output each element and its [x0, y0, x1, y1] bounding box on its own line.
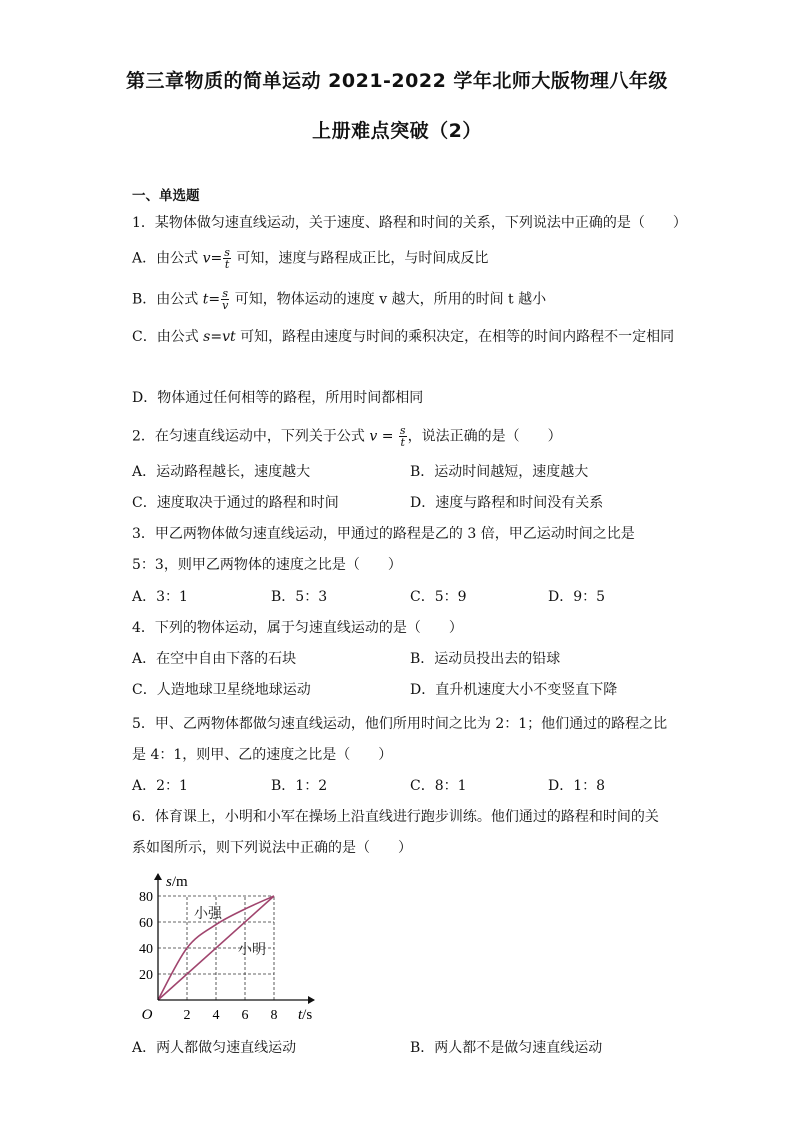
q5-stem-line2: 是 4：1，则甲、乙的速度之比是（ ） — [132, 747, 393, 763]
q6-option-b: B．两人都不是做匀速直线运动 — [410, 1040, 603, 1056]
y-axis-label: s/m — [166, 874, 188, 890]
q1-b-fraction: $\frac{s}{v}$ — [222, 287, 229, 312]
q2-fraction: $\frac{s}{t}$ — [399, 424, 406, 449]
q2-option-d: D．速度与路程和时间没有关系 — [410, 495, 604, 511]
q1-stem: 1．某物体做匀速直线运动，关于速度、路程和时间的关系，下列说法中正确的是（ ） — [132, 215, 687, 231]
q2-stem: 2．在匀速直线运动中，下列关于公式 v = $\frac{s}{t}$ ，说法正确的是（ ） — [132, 424, 562, 449]
q5-stem-line1: 5．甲、乙两物体都做匀速直线运动，他们所用时间之比为 2：1；他们通过的路程之比 — [132, 716, 668, 732]
x-tick-label: 4 — [212, 1008, 220, 1023]
q3-stem-line1: 3．甲乙两物体做匀速直线运动，甲通过的路程是乙的 3 倍，甲乙运动时间之比是 — [132, 526, 635, 542]
y-tick-label: 20 — [139, 968, 153, 983]
q3-option-c: C．5：9 — [410, 589, 467, 605]
x-tick-label: 2 — [183, 1008, 191, 1023]
section-heading: 一、单选题 — [132, 188, 200, 204]
x-axis-label: t/s — [298, 1007, 313, 1023]
q4-option-c: C．人造地球卫星绕地球运动 — [132, 682, 311, 698]
q4-option-a: A．在空中自由下落的石块 — [132, 651, 297, 667]
y-tick-label: 60 — [139, 916, 153, 931]
y-tick-label: 80 — [139, 890, 153, 905]
q5-option-c: C．8：1 — [410, 778, 467, 794]
q2-option-c: C．速度取决于通过的路程和时间 — [132, 495, 339, 511]
q2-option-b: B．运动时间越短，速度越大 — [410, 464, 589, 480]
q1-option-a: A．由公式 v= $\frac{s}{t}$ 可知，速度与路程成正比，与时间成反比 — [132, 246, 489, 271]
page-title-line1: 第三章物质的简单运动 2021-2022 学年北师大版物理八年级 — [126, 70, 668, 92]
q6-stem-line1: 6．体育课上，小明和小军在操场上沿直线进行跑步训练。他们通过的路程和时间的关 — [132, 809, 659, 825]
q3-stem-line2: 5：3，则甲乙两物体的速度之比是（ ） — [132, 557, 402, 573]
x-tick-label: 6 — [241, 1008, 249, 1023]
y-tick-label: 40 — [139, 942, 153, 957]
q4-stem: 4．下列的物体运动，属于匀速直线运动的是（ ） — [132, 620, 463, 636]
q6-option-a: A．两人都做匀速直线运动 — [132, 1040, 297, 1056]
q4-option-b: B．运动员投出去的铅球 — [410, 651, 561, 667]
distance-time-chart — [128, 866, 328, 1030]
q4-option-d: D．直升机速度大小不变竖直下降 — [410, 682, 618, 698]
x-tick-label: 8 — [270, 1008, 278, 1023]
q3-option-a: A．3：1 — [132, 589, 188, 605]
q1-option-d: D．物体通过任何相等的路程，所用时间都相同 — [132, 390, 424, 406]
series-label-xiaoqiang: 小强 — [194, 907, 222, 922]
q3-option-d: D．9：5 — [548, 589, 606, 605]
q5-option-b: B．1：2 — [271, 778, 328, 794]
q6-stem-line2: 系如图所示，则下列说法中正确的是（ ） — [132, 840, 412, 856]
q1-option-c: C．由公式 s=vt 可知，路程由速度与时间的乘积决定，在相等的时间内路程不一定相同 — [132, 329, 675, 345]
origin-label: O — [141, 1007, 153, 1023]
q1-a-fraction: $\frac{s}{t}$ — [224, 246, 230, 271]
page-title-line2: 上册难点突破（2） — [312, 120, 482, 142]
q3-option-b: B．5：3 — [271, 589, 328, 605]
q2-option-a: A．运动路程越长，速度越大 — [132, 464, 311, 480]
q5-option-d: D．1：8 — [548, 778, 606, 794]
q5-option-a: A．2：1 — [132, 778, 188, 794]
q1-option-b: B．由公式 t= $\frac{s}{v}$ 可知，物体运动的速度 v 越大，所用的时间 t 越小 — [132, 287, 547, 312]
series-label-xiaoming: 小明 — [238, 943, 266, 958]
